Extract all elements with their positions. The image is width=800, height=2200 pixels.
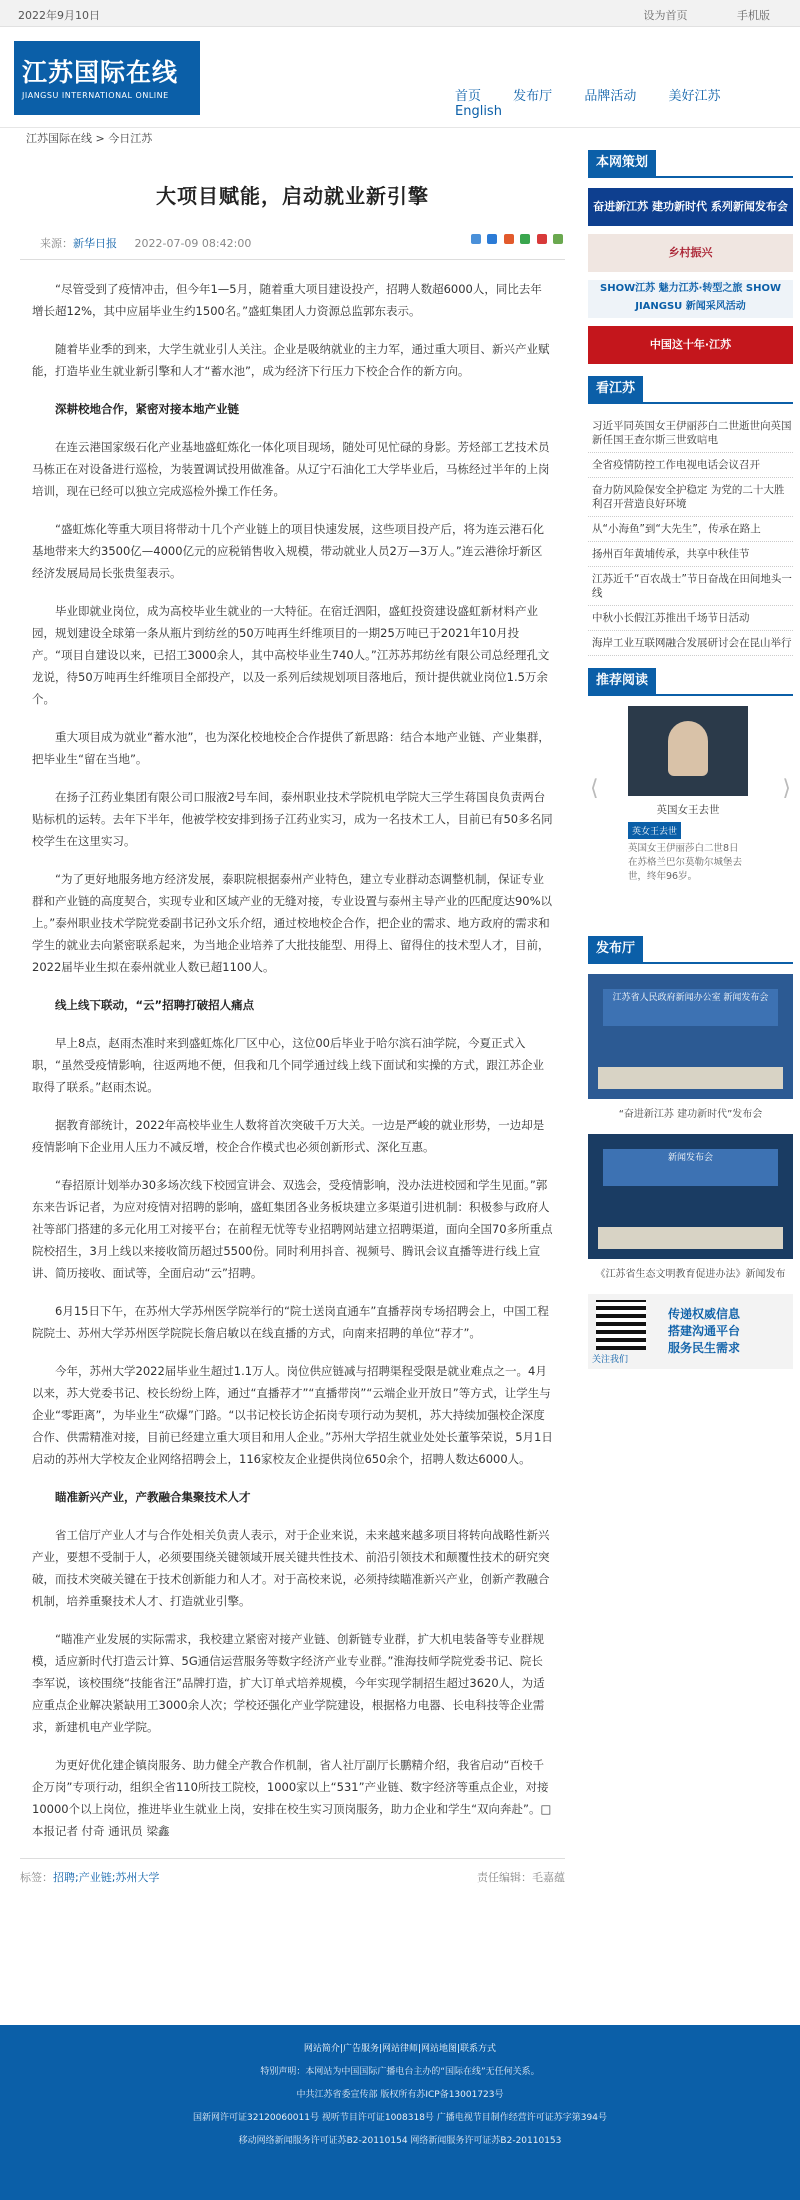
editor-label: 责任编辑： (477, 1871, 532, 1884)
article-title: 大项目赋能，启动就业新引擎 (156, 184, 429, 208)
nav-english[interactable]: English (455, 104, 502, 119)
carousel-prev-icon[interactable]: ⟨ (590, 776, 599, 801)
news-list-item[interactable]: 海岸工业互联网融合发展研讨会在昆山举行 (588, 631, 793, 656)
article-paragraph: “瞄准产业发展的实际需求，我校建立紧密对接产业链、创新链专业群，扩大机电装备等专业群规模，适应新时代打造云计算、5G通信运营服务等数字经济产业专业群。”淮海技师学院党委书记、院长李军说，该校围绕“技能省汪”品牌打造，扩大订单式培养规模，今年实现学制招生超过3620人，为适应重点企业解决紧缺用工3000余人次；学校还强化产业学院建设，根据格力电器、长电科技等企业需求，新建机电产业学院。 (32, 1632, 545, 1734)
article-meta (20, 219, 565, 260)
share-renren-icon[interactable] (537, 234, 547, 244)
article-paragraph: “春招原计划举办30多场次线下校园宣讲会、双选会，受疫情影响，没办法进校园和学生见面。”郭东来告诉记者，为应对疫情对招聘的影响，盛虹集团各业务板块建立多渠道引进机制：积极参与政府人社等部门搭建的多元化用工对接平台；在前程无忧等专业招聘网站建立招聘渠道，面向全国70多所重点院校招生，3月上线以来接收简历超过5500份。同时利用抖音、视频号、腾讯会议直播等进行线上宣讲、简历接收、面试等，全面启动“云”招聘。 (32, 1178, 553, 1280)
logo-text-en: JIANGSU INTERNATIONAL ONLINE (22, 91, 169, 100)
footer-links[interactable]: 网站简介|广告服务|网站律师|网站地图|联系方式 (303, 2044, 497, 2054)
news-list-item[interactable]: 奋力防风险保安全护稳定 为党的二十大胜利召开营造良好环境 (588, 478, 793, 517)
share-more-icon[interactable] (553, 234, 563, 244)
breadcrumb[interactable]: 江苏国际在线 > 今日江苏 (26, 132, 153, 145)
share-qzone-icon[interactable] (471, 234, 481, 244)
slogan-line-2: 搭建沟通平台 (668, 1324, 741, 1338)
footer-license-1: 国新网许可证32120060011号 视听节目许可证1008318号 广播电视节目制作经营许可证苏字第394号 (193, 2113, 607, 2123)
nav-brand-events[interactable]: 品牌活动 (584, 89, 637, 104)
news-list-item[interactable]: 全省疫情防控工作电视电话会议召开 (588, 453, 793, 478)
article-paragraph: 6月15日下午，在苏州大学苏州医学院举行的“院士送岗直通车”直播荐岗专场招聘会上，中国工程院院士、苏州大学苏州医学院院长詹启敏以在线直播的方式，向南来招聘的单位“荐才”。 (32, 1304, 549, 1340)
banner-promo-4[interactable]: 中国这十年·江苏 (588, 326, 793, 364)
follow-us-slogan (668, 1306, 740, 1357)
recommended-caption[interactable]: 英国女王去世 (656, 804, 720, 816)
article-paragraph: 省工信厅产业人才与合作处相关负责人表示，对于企业来说，未来越来越多项目将转向战略性新兴产业，要想不受制于人，必须要围绕关键领域开展关键共性技术、前沿引领技术和颠覆性技术的研究突破，而技术突破关键在于技术创新能力和人才。对于高校来说，必须持续瞄准新兴产业，创新产教融合机制，培养重聚技术人才、打造就业引擎。 (32, 1528, 550, 1608)
section-heading: 深耕校地合作，紧密对接本地产业链 (55, 402, 239, 416)
article-paragraph: 早上8点，赵雨杰准时来到盛虹炼化厂区中心，这位00后毕业于哈尔滨石油学院，今夏正式入职，“虽然受疫情影响，往返两地不便，但我和几个同学通过线上线下面试和实操的方式，跟江苏企业取得了联系。”赵雨杰说。 (32, 1036, 544, 1094)
recommended-desc: 英国女王伊丽莎白二世8日在苏格兰巴尔莫勒尔城堡去世，终年96岁。 (628, 843, 743, 882)
carousel-next-icon[interactable]: ⟩ (782, 776, 791, 801)
nav-beautiful-jiangsu[interactable]: 美好江苏 (668, 89, 721, 104)
news-list (588, 414, 793, 656)
section-heading: 瞄准新兴产业，产教融合集聚技术人才 (55, 1490, 251, 1504)
article-paragraph: 毕业即就业岗位，成为高校毕业生就业的一大特征。在宿迁泗阳，盛虹投资建设盛虹新材料产业园，规划建设全球第一条从瓶片到纺丝的50万吨再生纤维项目的一期25万吨已于2021年10月投产。“项目自建设以来，已招工3000余人，其中高校毕业生740人。”江苏苏邦纺丝有限公司总经理孔文龙说，待50万吨再生纤维项目全部投产，以及一系列后续规划项目落地后，预计提供就业岗位1.5万余个。 (32, 604, 550, 706)
press-photo-2-caption[interactable]: 《江苏省生态文明教育促进办法》新闻发布 (595, 1269, 786, 1280)
article-paragraph: 据教育部统计，2022年高校毕业生人数将首次突破千万大关。一边是严峻的就业形势，一边却是疫情影响下企业用人压力不减反增，校企合作模式也必须创新形式、深化互惠。 (32, 1118, 545, 1154)
recommended-image[interactable] (628, 706, 748, 796)
section-special-plan (588, 150, 793, 178)
news-list-item[interactable]: 从“小海鱼”到“大先生”，传承在路上 (588, 517, 793, 542)
sidebar (588, 150, 793, 1369)
article-footer-meta (20, 1858, 565, 1891)
press-photo-1-caption[interactable]: “奋进新江苏 建功新时代”发布会 (618, 1109, 763, 1120)
site-logo[interactable] (14, 41, 200, 115)
news-list-item[interactable]: 扬州百年黄埔传承，共享中秋佳节 (588, 542, 793, 567)
article-paragraph: “尽管受到了疫情冲击，但今年1—5月，随着重大项目建设投产，招聘人数超6000人，同比去年增长超12%，其中应届毕业生约1500名。”盛虹集团人力资源总监郭东表示。 (32, 282, 542, 318)
set-homepage-link[interactable]: 设为首页 (643, 9, 688, 22)
article-paragraph: 随着毕业季的到来，大学生就业引人关注。企业是吸纳就业的主力军，通过重大项目、新兴产业赋能，打造毕业生就业新引擎和人才“蓄水池”，成为经济下行压力下校企合作的新方向。 (32, 342, 550, 378)
section-title-see-jiangsu: 看江苏 (588, 376, 643, 402)
article-paragraph: 为更好优化建企镇岗服务、助力健全产教合作机制，省人社厅副厅长鹏精介绍，我省启动“百校千企万岗”专项行动，组织全省110所技工院校，1000家以上“531”产业链、数字经济等重点企业，对接10000个以上岗位，推进毕业生就业上岗，安排在校生实习顶岗服务，助力企业和学生“双向奔赴”。□本报记者 付奇 通讯员 梁鑫 (32, 1758, 552, 1838)
banner-promo-3[interactable]: SHOW江苏 魅力江苏·转型之旅 SHOW JIANGSU 新闻采风活动 (588, 280, 793, 318)
share-tencent-icon[interactable] (487, 234, 497, 244)
article-container (20, 160, 565, 1891)
article-paragraph: “为了更好地服务地方经济发展，泰职院根据泰州产业特色，建立专业群动态调整机制，保证专业群和产业链的高度契合，实现专业和区域产业的无缝对接，专业设置与泰州主导产业的匹配度达90%以上。”泰州职业技术学院党委副书记孙文乐介绍，通过校地校企合作，把企业的需求、地方政府的需求和学生的就业去向紧密联系起来，为当地企业培养了大批技能型、用得上、留得住的技术型人才，目前，2022届毕业生拟在泰州就业人数已超1100人。 (32, 872, 553, 974)
section-press-hall (588, 936, 793, 964)
current-date: 2022年9月10日 (18, 9, 100, 22)
slogan-line-3: 服务民生需求 (668, 1341, 741, 1355)
banner-promo-1[interactable]: 奋进新江苏 建功新时代 系列新闻发布会 (588, 188, 793, 226)
qr-code-icon (596, 1300, 646, 1350)
footer-disclaimer: 特别声明：本网站为中国国际广播电台主办的“国际在线”无任何关系。 (260, 2067, 540, 2077)
nav-home[interactable]: 首页 (455, 89, 482, 104)
logo-text-cn: 江苏国际在线 (22, 58, 179, 87)
source-label: 来源： (40, 237, 73, 250)
section-title-press-hall: 发布厅 (588, 936, 643, 962)
nav-press-hall[interactable]: 发布厅 (513, 89, 553, 104)
article-paragraph: 今年，苏州大学2022届毕业生超过1.1万人。岗位供应链减与招聘渠程受限是就业难点之一。4月以来，苏大党委书记、校长纷纷上阵，通过“直播荐才”“直播带岗”“云端企业开放日”等方式，让学生与企业“零距离”，为毕业生“砍爆”门路。“以书记校长访企拓岗专项行动为契机，苏大持续加强校企深度合作、供需精准对接，目前已经建立重大项目和用人企业。”苏州大学招生就业处处长董筝荣说，5月1日启动的苏州大学校友企业网络招聘会上，116家校友企业提供岗位650余个，招聘人数达6000人。 (32, 1364, 553, 1466)
recommended-badge: 英女王去世 (628, 822, 681, 839)
press-photo-2[interactable] (588, 1134, 793, 1259)
footer-copyright: 中共江苏省委宣传部 版权所有苏ICP备13001723号 (296, 2090, 504, 2100)
news-list-item[interactable]: 习近平同英国女王伊丽莎白二世逝世向英国新任国王查尔斯三世致唁电 (588, 414, 793, 453)
site-footer (0, 2025, 800, 2200)
slogan-line-1: 传递权威信息 (668, 1307, 741, 1321)
portrait-shape (668, 721, 708, 776)
site-header (0, 27, 800, 128)
article-source[interactable]: 新华日报 (73, 237, 117, 250)
press-photo-1[interactable] (588, 974, 793, 1099)
share-wechat-icon[interactable] (520, 234, 530, 244)
article-editor: 毛嘉蕴 (532, 1871, 565, 1884)
banner-promo-2[interactable]: 乡村振兴 (588, 234, 793, 272)
article-paragraph: “盛虹炼化等重大项目将带动十几个产业链上的项目快速发展，这些项目投产后，将为连云港石化基地带来大约3500亿—4000亿元的应税销售收入规模，带动就业人员2万—3万人。”连云港徐圩新区经济发展局局长张贵玺表示。 (32, 522, 544, 580)
mobile-version-link[interactable]: 手机版 (737, 9, 770, 22)
article-paragraph: 重大项目成为就业“蓄水池”，也为深化校地校企合作提供了新思路：结合本地产业链、产业集群，把毕业生“留在当地”。 (32, 730, 550, 766)
news-list-item[interactable]: 中秋小长假江苏推出千场节日活动 (588, 606, 793, 631)
article-paragraph: 在连云港国家级石化产业基地盛虹炼化一体化项目现场，随处可见忙碌的身影。芳烃部工艺技术员马栋正在对设备进行巡检，为装置调试投用做准备。从辽宁石油化工大学毕业后，马栋经过半年的上岗培训，现在已经可以独立完成巡检外操工作任务。 (32, 440, 550, 498)
section-recommended (588, 668, 793, 696)
article-datetime: 2022-07-09 08:42:00 (134, 237, 252, 250)
footer-license-2: 移动网络新闻服务许可证苏B2-20110154 网络新闻服务许可证苏B2-20110153 (238, 2136, 562, 2146)
section-heading: 线上线下联动，“云”招聘打破招人痛点 (55, 998, 255, 1012)
share-weibo-icon[interactable] (504, 234, 514, 244)
follow-us-box (588, 1294, 793, 1369)
press-photo-2-table (598, 1227, 783, 1249)
article-paragraph: 在扬子江药业集团有限公司口服液2号车间，泰州职业技术学院机电学院大三学生蒋国良负责两台贴标机的运转。去年下半年，他被学校安排到扬子江药业实习，成为一名技术工人，目前已有50多名同校学生在这里实习。 (32, 790, 553, 848)
section-title-special-plan: 本网策划 (588, 150, 656, 176)
follow-us-label: 关注我们 (592, 1355, 629, 1365)
press-photo-1-table (598, 1067, 783, 1089)
recommended-carousel (588, 706, 793, 936)
top-bar (0, 0, 800, 27)
article-body (20, 278, 565, 1842)
press-photo-1-backdrop: 江苏省人民政府新闻办公室 新闻发布会 (603, 989, 778, 1026)
tags-label: 标签： (20, 1871, 53, 1884)
article-tags[interactable]: 招聘;产业链;苏州大学 (53, 1871, 160, 1884)
news-list-item[interactable]: 江苏近千“百农战士”节日奋战在田间地头一线 (588, 567, 793, 606)
section-title-recommended: 推荐阅读 (588, 668, 656, 694)
main-nav (455, 85, 800, 119)
share-buttons (468, 234, 564, 247)
section-see-jiangsu (588, 376, 793, 404)
press-photo-2-backdrop: 新闻发布会 (603, 1149, 778, 1186)
